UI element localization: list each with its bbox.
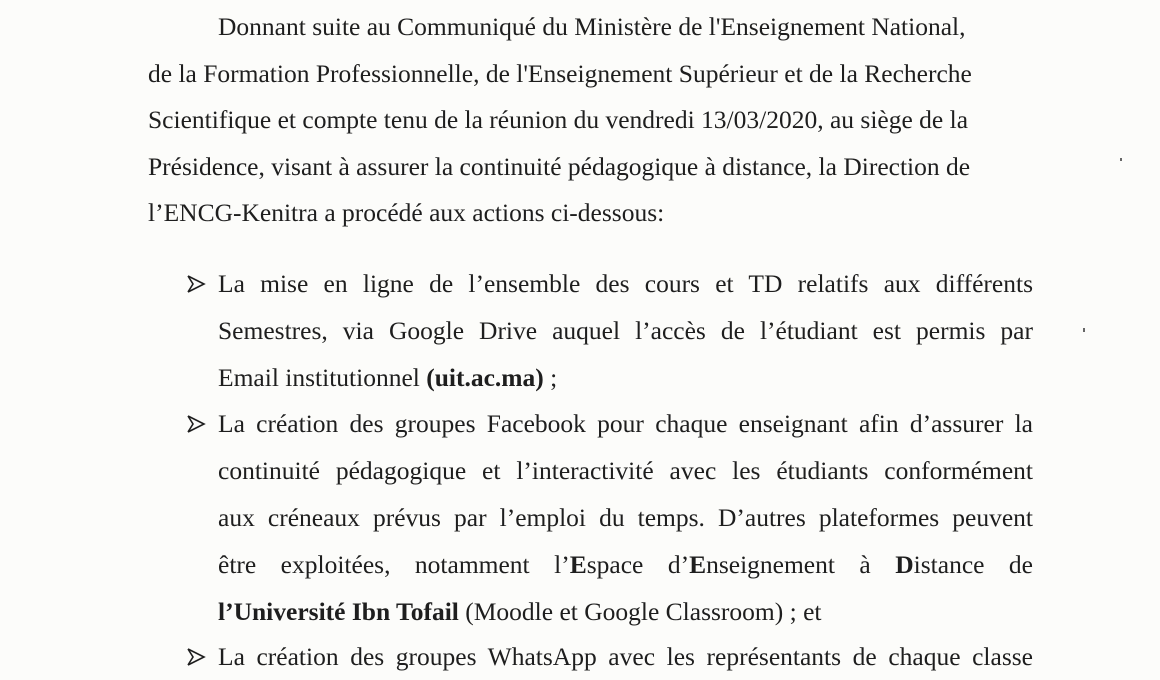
bold-letter: E [689,550,707,579]
bullet-line: aux créneaux prévus par l’emploi du temps. D’autres plateformes peuvent [218,503,1033,532]
intro-line: l’ENCG-Kenitra a procédé aux actions ci-dessous: [148,198,665,227]
intro-line: Présidence, visant à assurer la continuité pédagogique à distance, la Direction de [148,151,971,181]
bullet-text: Email institutionnel [218,363,427,392]
university-name: l’Université Ibn Tofail [218,597,459,626]
bullet-text: istance de [913,550,1033,579]
intro-line: Scientifique et compte tenu de la réunion du vendredi 13/03/2020, au siège de la [148,105,969,134]
bullet-text: (Moodle et Google Classroom) ; et [458,597,822,626]
bullet-line: La création des groupes WhatsApp avec les représentants de chaque classe [218,642,1033,671]
bullet-line: La mise en ligne de l’ensemble des cours et TD relatifs aux différents [218,269,1033,298]
bullet-line: Semestres, via Google Drive auquel l’accès de l’étudiant est permis par [218,316,1033,345]
bullet-text: être exploitées, notamment l’ [218,550,570,579]
scan-speck [1120,158,1122,161]
bullet-line: La création des groupes Facebook pour chaque enseignant afin d’assurer la [218,409,1033,438]
bold-letter: E [569,550,587,579]
arrow-bullet-icon [185,260,207,307]
intro-paragraph [148,4,1032,237]
email-domain: (uit.ac.ma) [426,363,544,392]
bullet-line: continuité pédagogique et l’interactivité avec les étudiants conformément [218,456,1033,485]
bullet-text: nseignement à [706,550,896,579]
bullet-text: ; [543,363,558,392]
arrow-bullet-icon [185,400,207,447]
bullet-line [218,588,1033,635]
arrow-bullet-icon [185,633,207,680]
bullet-line [218,541,1033,588]
bold-letter: D [895,550,914,579]
intro-line: de la Formation Professionnelle, de l'Enseignement Supérieur et de la Recherche [148,58,972,88]
bullet-line [218,354,1033,401]
intro-line: Donnant suite au Communiqué du Ministère de l'Enseignement National, [218,12,966,41]
scan-speck [1083,328,1085,332]
bullet-text: space d’ [586,550,690,579]
